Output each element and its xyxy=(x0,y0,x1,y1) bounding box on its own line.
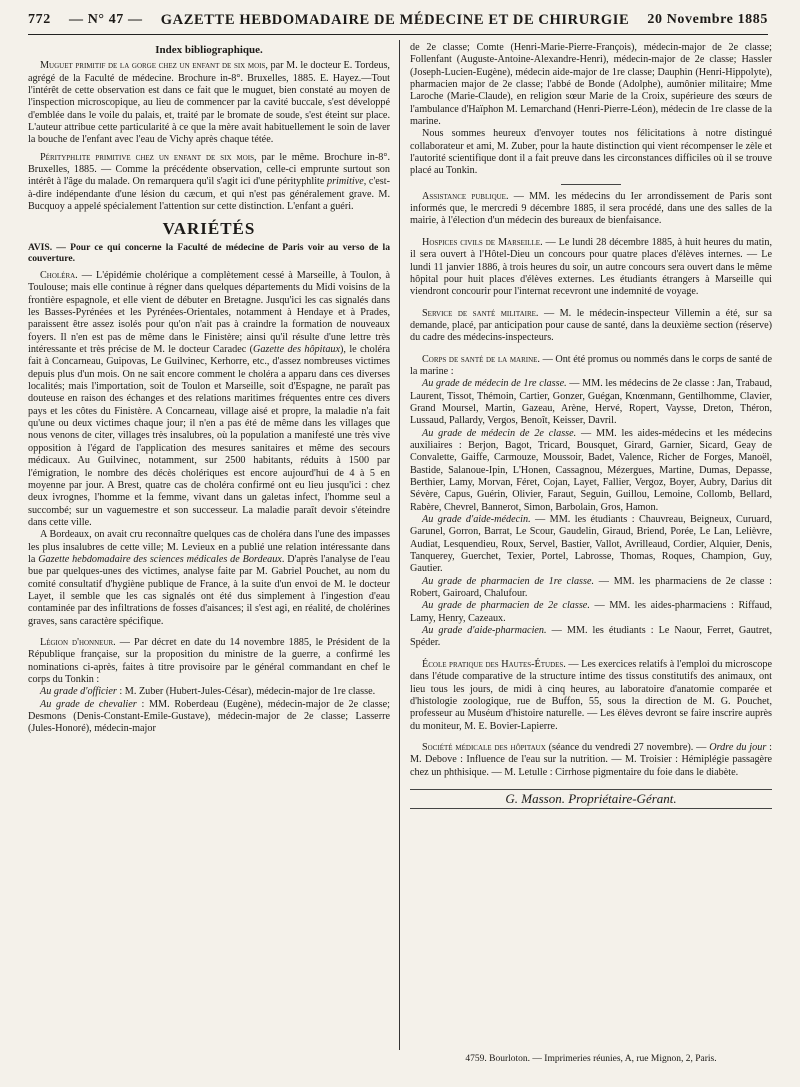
marine-grade-5-label: Au grade de pharmacien de 2e classe. xyxy=(422,600,590,612)
legion-heading: Légion d'honneur. xyxy=(40,636,116,648)
cholera-text-2a: A Bordeaux, on avait cru reconnaître quelques cas de choléra dans l'une des impasses les plus insalubres de cette ville; M. Levieux en a publié une relation intéressante dans la xyxy=(28,529,390,565)
ecole-text: — Les exercices relatifs à l'emploi du microscope dans l'étude comparative de la structure intime des tissus constitutifs des animaux, ont lieu tous les jours, de midi à cinq heures, au laboratoire d'anatomie comparée et d'histologie zoologique, rue de Buffon, 55, sous la direction de M. G. Pouchet, professeur au Muséum d'histoire naturelle. — Les élèves devront se faire inscrire auprès du moniteur, M. E. Bovier-Lapierre. xyxy=(410,658,773,732)
marine-grade-2 xyxy=(410,428,772,514)
societe-heading: Société médicale des hôpitaux xyxy=(422,741,546,753)
section-rule xyxy=(561,184,621,185)
cholera-text-1b: ), le choléra fait à Concarneau, Guipovas, Le Guilvinec, Kerhorre, etc., d'assez nombreuses victimes depuis plus d'un mois. On ne sait encore comment le choléra a apparu dans ces diverses localités; mais l'importation, soit de Toulon et Marseille, soit d'Espagne, ne paraît pas douteuse en raison des échanges et des relations maritimes fréquentes entre ces divers pays et les côtes du Finistère. A Concarneau, village aisé et propre, la maladie n'a fait qu'une ou deux victimes chaque jour; il n'en a pas été de même dans les villages que nous venons de citer, villages très insalubres, où la population a manifesté une très vive opposition à l'égard de l'application des mesures sanitaires et même des secours médicaux. Au Guilvinec, notamment, sur 2500 habitants, réduits à 1500 par l'émigration, le nombre des décès cholériques est encore aujourd'hui de 4 à 5 en moyenne par jour. A Brest, quatre cas de choléra confirmé ont eu lieu jusqu'ici : chez deux ivrognes, l'homme et la femme, vivant dans un galetas infect, l'homme seul a succombé; sur un vaguemestre et son successeur. La maladie paraît devoir s'éteindre dans cette ville. xyxy=(28,344,390,528)
marine-grade-6-label: Au grade d'aide-pharmacien. xyxy=(422,625,547,637)
marine-grade-1-text: — MM. les médecins de 2e classe : Jan, Trabaud, Laurent, Tissot, Thémoin, Cartier, Gonzer, Guégan, Knœnmann, Gentilhomme, Clavier, Grand Moursel, Martin, Gazeau, Arène, Hervé, Ropert, Vaysse, Dreton, Théron, Lussaud, Pallardy, Vergos, Benoît, Keisser, Davril. xyxy=(410,378,772,427)
officier-label: Au grade d'officier xyxy=(40,686,117,698)
officier-text: : M. Zuber (Hubert-Jules-César), médecin-major de 1re classe. xyxy=(116,686,376,698)
chevalier-label: Au grade de chevalier xyxy=(40,698,137,710)
sante-text: — M. le médecin-inspecteur Villemin a été, sur sa demande, placé, par anticipation pour cause de santé, dans la deuxième section (réserve) du cadre des médecins-inspecteurs. xyxy=(410,307,772,344)
page-number: 772 xyxy=(28,12,51,27)
cholera-heading: Choléra. xyxy=(40,270,78,281)
perityphlite-heading: Pérityphlite primitive chez un enfant de six mois, xyxy=(40,151,257,163)
perityphlite-text-1: par le même. Brochure in-8°. Bruxelles, 1885. — Comme la précédente observation, celle-ci emprunte surtout son intérêt à l'âge du malade. On remarquera qu'il s'agit ici d'une pérityphlite xyxy=(28,151,390,188)
chevalier-text: : MM. Roberdeau (Eugène), médecin-major de 2e classe; Desmons (Denis-Constant-Emile-Gustave), médecin-major de 2e classe; Lasserre (Jules-Honoré), médecin-major xyxy=(28,698,390,735)
cholera-paragraph-1 xyxy=(28,270,390,529)
hospices-paragraph xyxy=(410,237,772,299)
marine-grade-3-label: Au grade d'aide-médecin. xyxy=(422,514,531,526)
index-title: Index bibliographique. xyxy=(155,44,263,56)
officier-paragraph xyxy=(28,686,390,698)
marine-grade-4-text: — MM. les pharmaciens de 2e classe : Robert, Gairoard, Chalufour. xyxy=(410,575,772,600)
journal-title: GAZETTE HEBDOMADAIRE DE MÉDECINE ET DE CHIRURGIE xyxy=(160,11,630,28)
assistance-paragraph xyxy=(410,191,772,228)
issue-date: 20 Novembre 1885 xyxy=(647,12,768,27)
sante-paragraph xyxy=(410,308,772,345)
societe-text-2: : M. Debove : Influence de l'eau sur la nutrition. — M. Troisier : Hémiplégie passagère chez un phthisique. — M. Letulle : Cirrhose pigmentaire du foie dans le diabète. xyxy=(410,741,772,778)
marine-grade-1-label: Au grade de médecin de 1re classe. xyxy=(422,378,567,390)
marine-grade-6-text: — MM. les étudiants : Le Naour, Ferret, Gautret, Spéder. xyxy=(410,625,772,649)
marine-paragraph xyxy=(410,354,772,379)
marine-grade-5 xyxy=(410,600,772,625)
assistance-heading: Assistance publique. xyxy=(422,190,509,202)
legion-paragraph xyxy=(28,637,390,686)
cholera-italic-2: Gazette hebdomadaire des sciences médicales de Bordeaux xyxy=(38,553,282,565)
chevalier-paragraph xyxy=(28,699,390,736)
muguet-paragraph xyxy=(28,60,390,146)
marine-grade-4-label: Au grade de pharmacien de 1re classe. xyxy=(422,575,595,587)
page-header xyxy=(28,6,768,35)
marine-grade-4 xyxy=(410,576,772,601)
newspaper-page xyxy=(28,6,773,1081)
perityphlite-paragraph xyxy=(28,152,390,214)
right-column xyxy=(410,42,772,809)
issue-number: — N° 47 — xyxy=(69,12,143,27)
cholera-text-1a: — L'épidémie cholérique a complètement cessé à Marseille, à Toulon, à Toulouse; mais elle continue à régner dans quelques départements du Midi voisins de la frontière espagnole, et elle vient de débuter en Bretagne. Jusqu'ici les cas signalés dans les Basses-Pyrénées et les Pyrénées-Orientales, notamment à Hendaye et à Prades, paraissent être assez isolés pour qu'on n'ait pas à craindre la formation de nouveaux foyers. Il n'en est pas de même dans le Finistère; ainsi qu'il résulte d'une lettre très intéressante et très précise de M. le docteur Caradec ( xyxy=(28,270,390,356)
publisher-signature: G. Masson. Propriétaire-Gérant. xyxy=(410,789,772,809)
cholera-text-2b: . D'après l'analyse de l'eau bue par quelques-unes des victimes, analyse faite par M. Gabriel Pouchet, au nom du comité consultatif d'hygiène publique de France, à la suite d'un envoi de M. le docteur Layet, il semble que les cas signalés ont été dus simplement à l'ingestion d'eau contaminée par des infiltrations de fosses d'aisances; il s'est agi, en réalité, de cholérines graves, sans caractère spécifique. xyxy=(28,553,390,627)
legion-text: — Par décret en date du 14 novembre 1885, le Président de la République française, sur la proposition du ministre de la guerre, a confirmé les nominations ci-après, faites à titre provisoire par le général commandant en chef le corps du Tonkin : xyxy=(28,636,391,685)
marine-grade-6 xyxy=(410,625,772,650)
marine-grade-2-label: Au grade de médecin de 2e classe. xyxy=(422,427,577,439)
societe-text-1: (séance du vendredi 27 novembre). — xyxy=(545,741,710,753)
printer-imprint: 4759. Bourloton. — Imprimeries réunies, A, rue Mignon, 2, Paris. xyxy=(465,1054,717,1064)
varietes-title: VARIÉTÉS xyxy=(162,219,256,239)
societe-italic: Ordre du jour xyxy=(709,741,767,753)
marine-grade-3-text: — MM. les étudiants : Chauvreau, Beigneux, Curuard, Garunel, Gorron, Barrat, Le Scour, Gaudelin, Giraud, Briend, Porée, Le Lan, Lelièvre, Audiat, Lesquendieu, Roux, Servel, Bastier, Vallot, Avrilleaud, Cordier, Alquier, Denis, Tanquerey, Guerchet, Texier, Portel, Labrosse, Thomas, Roques, Champion, Guy, Gautier. xyxy=(410,514,772,575)
cholera-paragraph-2 xyxy=(28,529,390,628)
assistance-text: — MM. les médecins du Ier arrondissement de Paris sont informés que, le mercredi 9 décembre 1885, il sera procédé, dans une des salles de la mairie, à l'élection d'un médecin des bureaux de bienfaisance. xyxy=(410,190,772,227)
muguet-heading: Muguet primitif de la gorge chez un enfant de six mois, xyxy=(40,60,268,72)
societe-paragraph xyxy=(410,742,772,779)
marine-heading: Corps de santé de la marine. xyxy=(422,353,540,365)
sante-heading: Service de santé militaire. xyxy=(422,307,539,319)
column-divider xyxy=(399,40,400,1050)
marine-grade-5-text: — MM. les aides-pharmaciens : Riffaud, Lamy, Henry, Cazeaux. xyxy=(410,600,772,624)
ecole-paragraph xyxy=(410,659,772,733)
marine-text: — Ont été promus ou nommés dans le corps de santé de la marine : xyxy=(410,353,772,377)
hospices-heading: Hospices civils de Marseille. xyxy=(422,236,543,248)
marine-grade-1 xyxy=(410,378,772,427)
left-column xyxy=(28,42,390,736)
perityphlite-text-2: , c'est-à-dire indépendante d'une lésion du cæcum, et qui n'est pas généralement grave. M. Bucquoy a appelé spécialement l'attention sur cette distinction. L'enfant a guéri. xyxy=(28,176,390,213)
hospices-text: — Le lundi 28 décembre 1885, à huit heures du matin, il sera ouvert à l'Hôtel-Dieu un concours pour quatre places d'élèves internes. — Le lundi 11 janvier 1886, à trois heures du soir, un autre concours sera ouvert dans le même hôpital pour huit places d'élèves externes. Les étudiants étrangers à Marseille qui viendront concourir pour l'internat recevront une indemnité de voyage. xyxy=(410,236,772,298)
avis-notice: AVIS. — Pour ce qui concerne la Faculté de médecine de Paris voir au verso de la couverture. xyxy=(28,241,390,265)
cholera-italic-1: Gazette des hôpitaux xyxy=(252,344,341,356)
perityphlite-italic: primitive xyxy=(327,176,364,188)
ecole-heading: École pratique des Hautes-Études. xyxy=(422,658,566,670)
congratulations-paragraph: Nous sommes heureux d'envoyer toutes nos félicitations à notre distingué collaborateur et ami, M. Zuber, pour la haute distinction qui vient récompenser le zèle et l'autorité scientifique dont il a fait preuve dans les circonstances difficiles où il se trouve placé au Tonkin. xyxy=(410,128,772,177)
marine-grade-3 xyxy=(410,514,772,576)
muguet-text: par M. le docteur E. Tordeus, agrégé de la Faculté de médecine. Brochure in-8°. Bruxelles, 1885. E. Hayez.—Tout l'intérêt de cette observation est dans ce fait que le muguet, bien constaté au moyen de l'inspection microscopique, au lieu de commencer par la cavité buccale, s'est développé d'emblée dans le voile du palais, et, traité par le bromate de soude, s'est éteint sur place. L'auteur attribue cette particularité à ce que la mère avait habituellement le soin de laver la bouche de l'enfant avec l'eau de Vichy après chaque tétée. xyxy=(28,60,390,146)
legion-continuation: de 2e classe; Comte (Henri-Marie-Pierre-François), médecin-major de 2e classe; Follenfant (Auguste-Antoine-Alexandre-Henri), médecin-major de 2e classe; Hassler (Joseph-Lucien-Eugène), médecin aide-major de 1re classe; Dauphin (Henri-Hippolyte), pharmacien major de 2e classe; l'abbé de Bonde (Adolphe), aumônier militaire; Mme Laroche (Marie-Claude), en religion sœur Marie de la Croix, supérieure des sœurs de l'ambulance d'Haïphon M. Lemarchand (Henri-Pierre-Léon), médecin de 1re classe de la marine. xyxy=(410,42,772,128)
marine-grade-2-text: — MM. les aides-médecins et les médecins auxiliaires : Berjon, Bagot, Tricard, Bousquet, Girard, Garnier, Sicard, Geay de Convalette, Gaiffe, Carmouze, Moussoir, Badet, Valence, Richer de Forges, Manoël, Bastide, Salanoue-Ipin, L'Honen, Cassagnou, Mézergues, Martine, Dumas, Depasse, Berthier, Lamy, Morvan, Féret, Cojan, Layet, Fallier, Vergoz, Boyer, Aubry, Darius dit Sévère, Capus, Guérin, Olivier, Faraut, Seguin, Guillou, Lemoine, Collomb, Bellard, Rabère, Chevrel, Bannerot, Simon, Barbolain, Gros, Hamon. xyxy=(410,427,772,513)
